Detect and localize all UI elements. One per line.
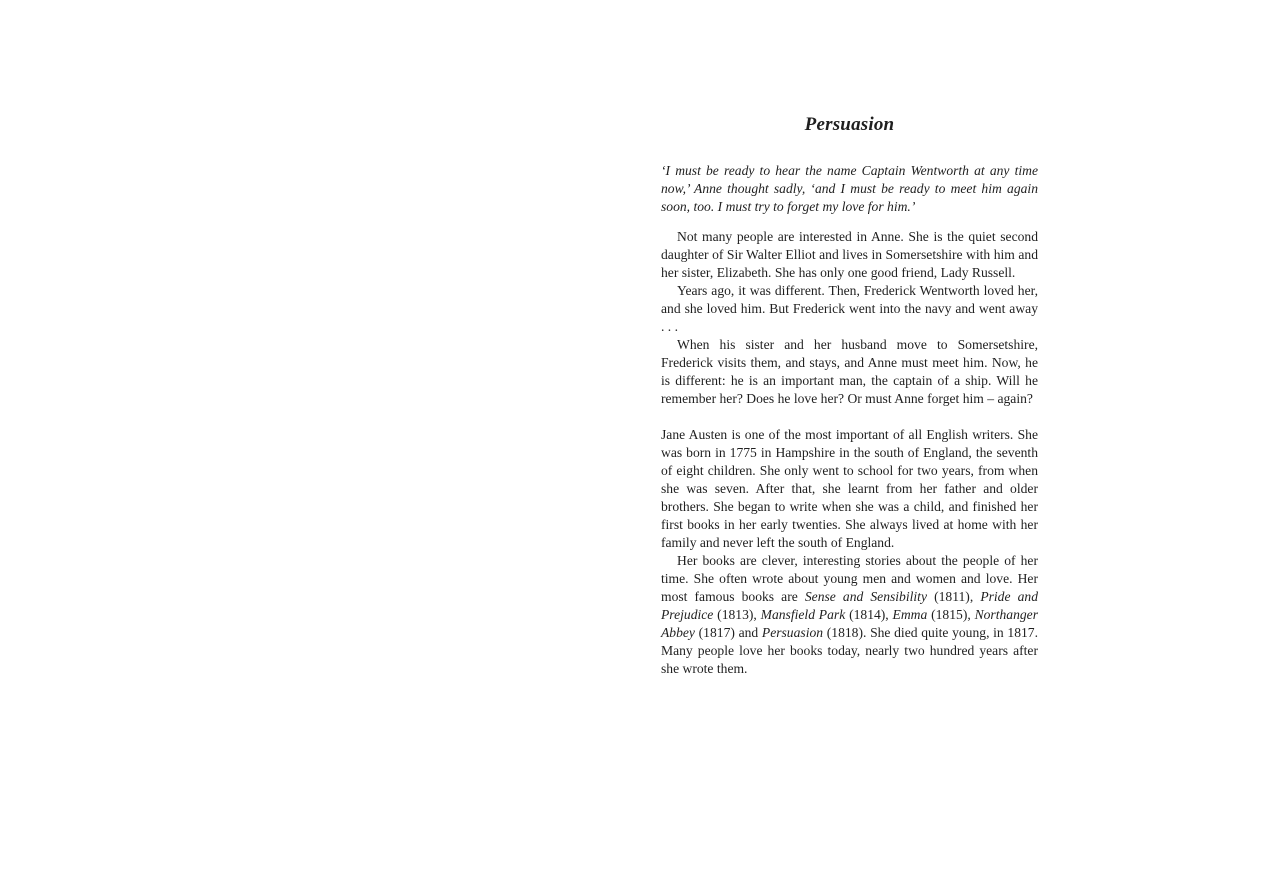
book-pride-and-prejudice: Pride and Prejudice (661, 589, 1038, 622)
right-page (631, 0, 1263, 893)
author-works-paragraph (661, 552, 1038, 678)
year-1815: (1815), (927, 607, 975, 622)
book-mansfield-park: Mansfield Park (760, 607, 846, 622)
year-1811: (1811), (927, 589, 981, 604)
book-title: Persuasion (804, 114, 895, 135)
summary-paragraph-3: When his sister and her husband move to Somersetshire, Frederick visits them, and stays, and Anne must meet him. Now, he is different: he is an important man, the captain of a ship. Will he remember her? Does he love her? Or must Anne forget him – again? (661, 337, 1038, 406)
book-northanger-abbey: Northanger Abbey (661, 607, 1039, 640)
works-intro: Her books are clever, interesting stories about the people of her time. She often wrote about young men and women and love. Her most famous books are (661, 553, 1038, 604)
book-sense-and-sensibility: Sense and Sensibility (804, 589, 927, 604)
book-persuasion: Persuasion (761, 625, 824, 640)
year-1817: (1817) and (694, 625, 762, 640)
left-page-blank (0, 0, 631, 893)
year-1814: (1814), (845, 607, 893, 622)
section-gap (661, 408, 1038, 426)
summary-paragraph-1: Not many people are interested in Anne. She is the quiet second daughter of Sir Walter Elliot and lives in Somersetshire with him and her sister, Elizabeth. She has only one good friend, Lady Russell. (661, 229, 1038, 280)
book-emma: Emma (892, 607, 928, 622)
epigraph-quote: ‘I must be ready to hear the name Captain Wentworth at any time now,’ Anne thought sadly, ‘and I must be ready to meet him again soon, too. I must try to forget my love for him.’ (661, 163, 1038, 214)
back-cover-text (661, 112, 1038, 678)
year-1813: (1813), (713, 607, 761, 622)
author-bio-paragraph: Jane Austen is one of the most important of all English writers. She was born in 1775 in Hampshire in the south of England, the seventh of eight children. She only went to school for two years, from when she was seven. After that, she learnt from her father and older brothers. She began to write when she was a child, and finished her first books in her early twenties. She always lived at home with her family and never left the south of England. (661, 427, 1038, 550)
summary-paragraph-2: Years ago, it was different. Then, Frederick Wentworth loved her, and she loved him. But Frederick went into the navy and went away . . . (661, 283, 1038, 334)
works-outro: (1818). She died quite young, in 1817. Many people love her books today, nearly two hundred years after she wrote them. (661, 625, 1038, 676)
